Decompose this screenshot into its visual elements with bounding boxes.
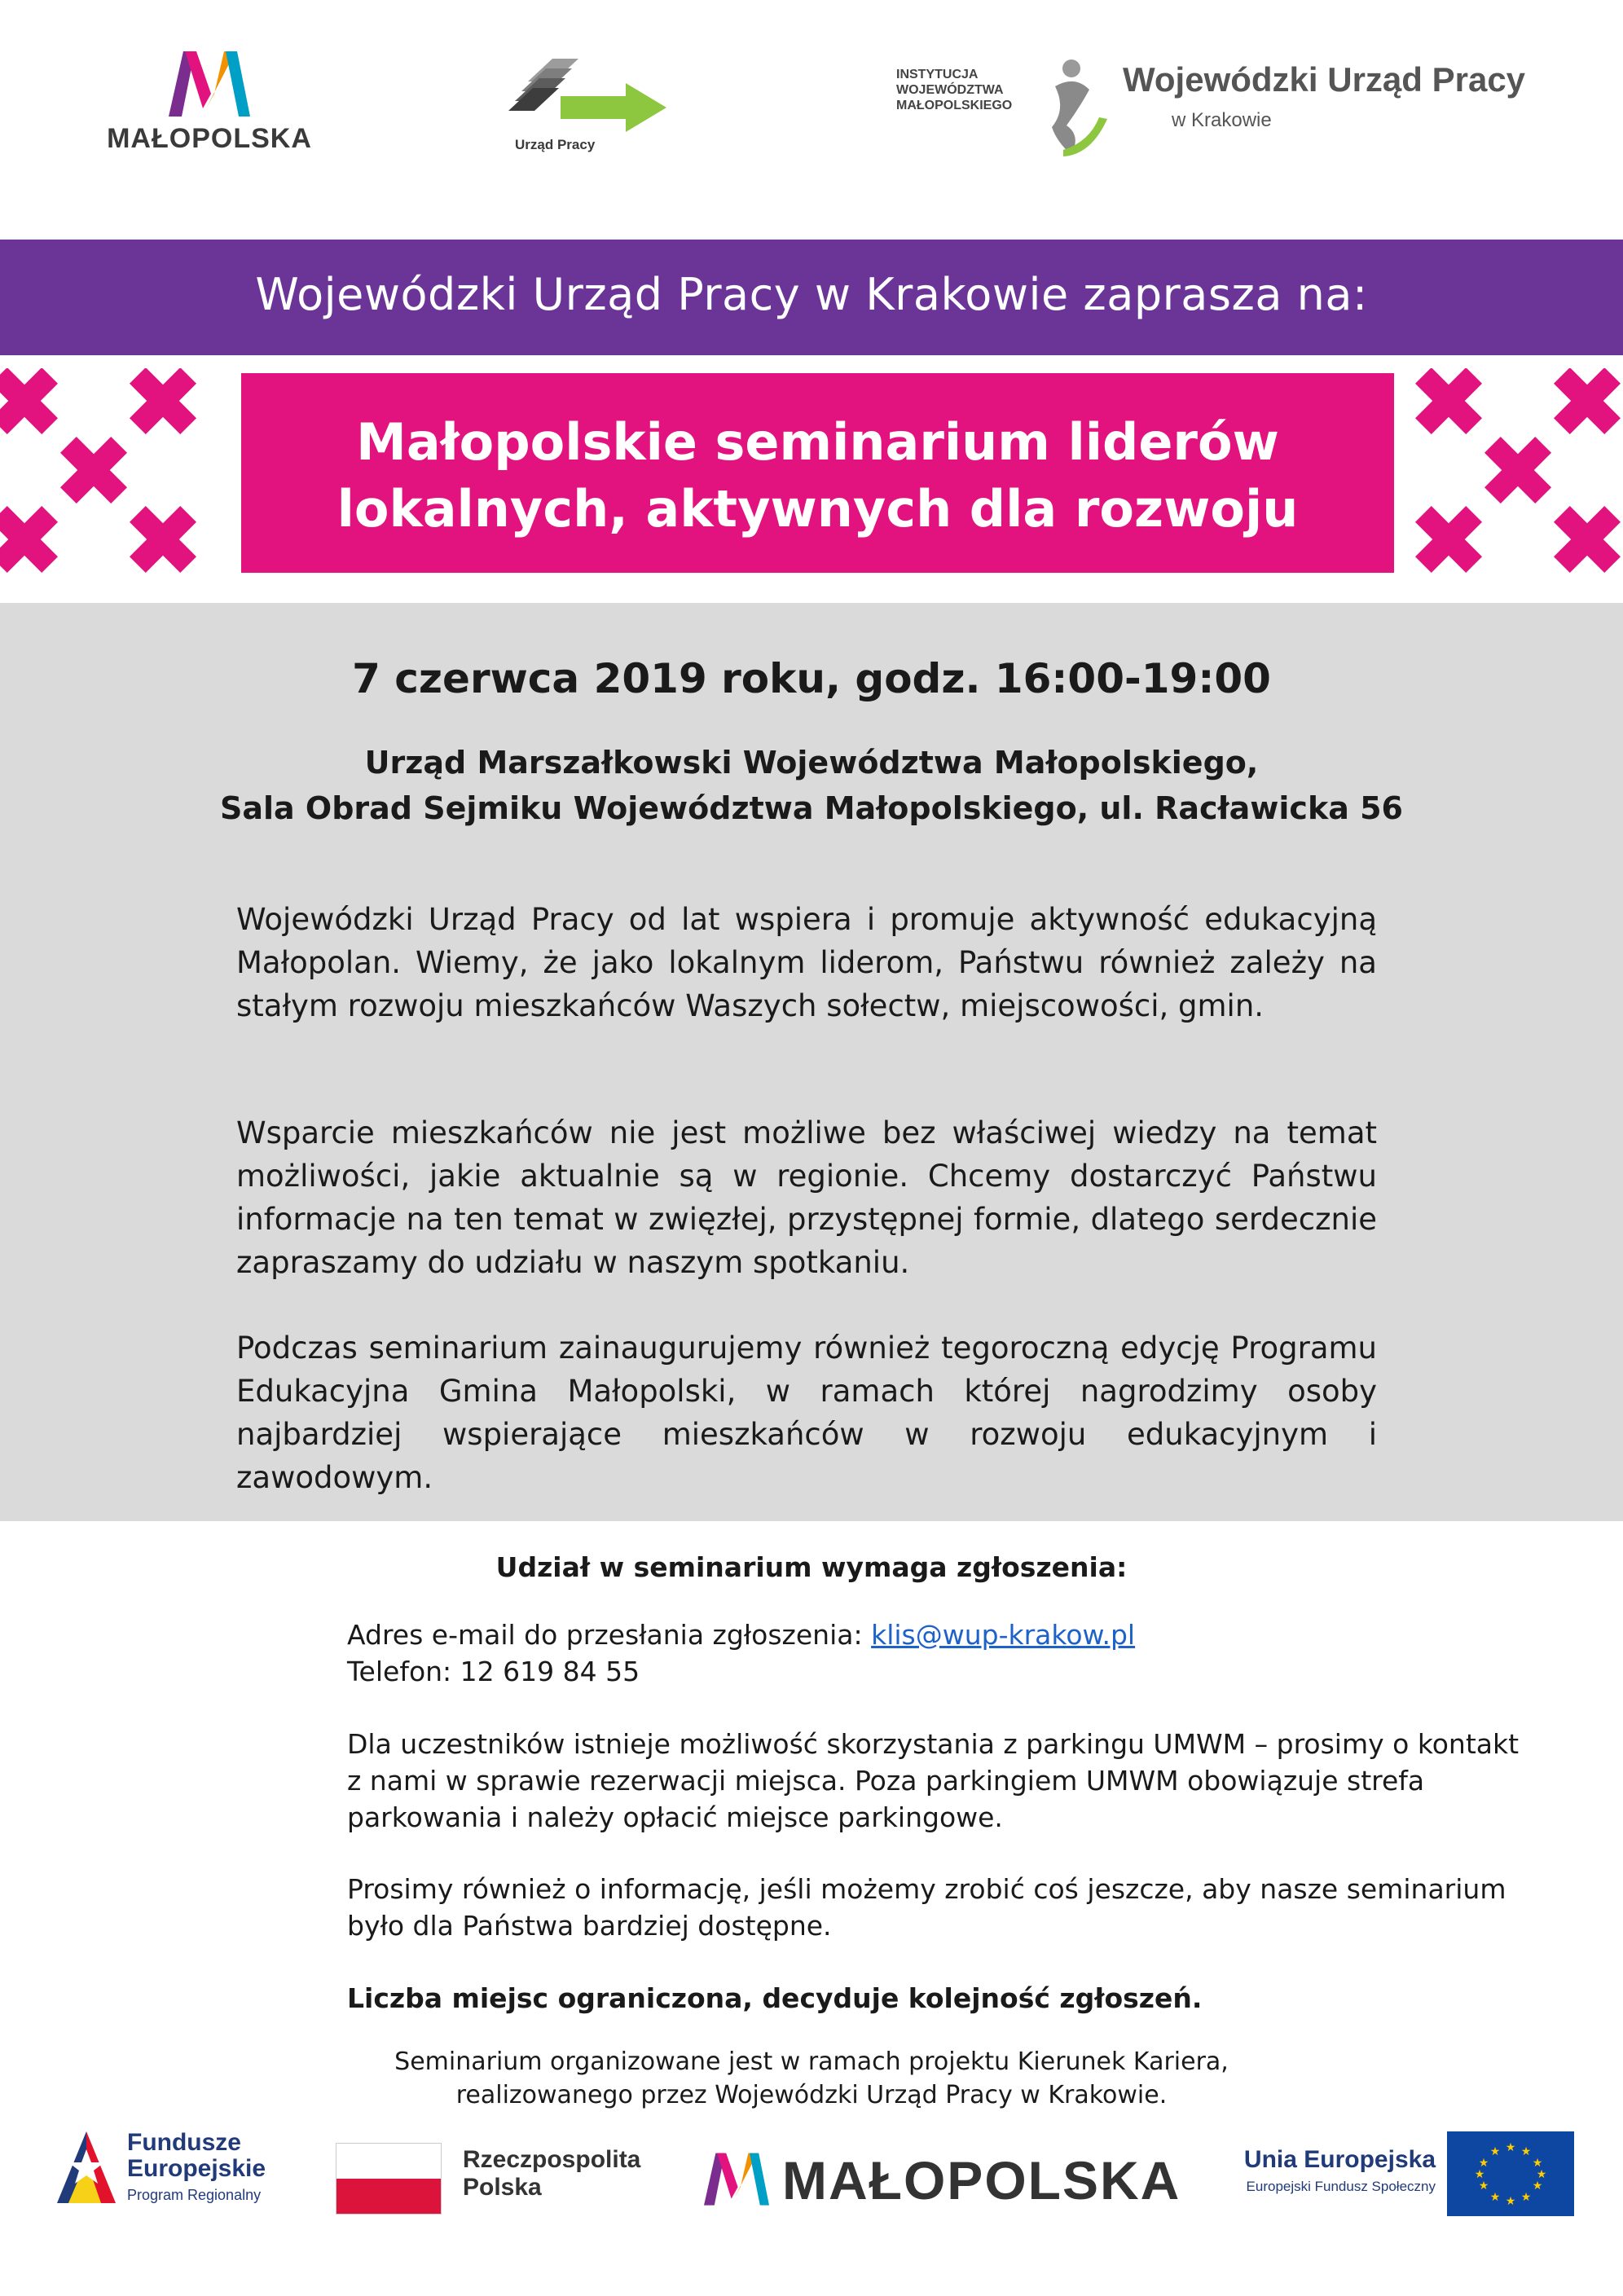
- cross-pattern-left: [0, 368, 213, 585]
- rzeczpospolita-label: Rzeczpospolita Polska: [463, 2146, 641, 2201]
- svg-text:★: ★: [1532, 2179, 1543, 2193]
- seminar-title: Małopolskie seminarium liderów lokalnych, aktywnych dla rozwoju: [336, 412, 1299, 539]
- svg-text:★: ★: [1520, 2145, 1532, 2158]
- invite-banner: [0, 240, 1623, 355]
- registration-heading: Udział w seminarium wymaga zgłoszenia:: [495, 1551, 1128, 1583]
- svg-text:★: ★: [1478, 2157, 1489, 2170]
- fundusze-europejskie-logo: [54, 2128, 298, 2218]
- paragraph-program: Podczas seminarium zainaugurujemy również tegoroczną edycję Programu Edukacyjna Gmina Małopolski, w ramach której nagrodzimy osoby najbardziej wspierające mieszkańców w rozwoju edukacyjnym i zawodowym.: [236, 1331, 1377, 1495]
- malopolska-wordmark: MAŁOPOLSKA: [107, 123, 312, 154]
- malopolska-m-icon: [161, 45, 258, 120]
- svg-text:★: ★: [1489, 2191, 1501, 2204]
- svg-text:★: ★: [1489, 2145, 1501, 2158]
- program-regionalny-label: Program Regionalny: [127, 2187, 262, 2203]
- wup-city: w Krakowie: [1172, 109, 1272, 131]
- polish-flag-icon: [336, 2143, 442, 2215]
- email-link[interactable]: klis@wup-krakow.pl: [871, 1619, 1136, 1651]
- svg-text:★: ★: [1536, 2168, 1547, 2181]
- unia-europejska-logo: [1243, 2128, 1590, 2226]
- malopolska-wordmark-bottom: MAŁOPOLSKA: [782, 2150, 1181, 2210]
- svg-text:★: ★: [1532, 2157, 1543, 2170]
- svg-text:★: ★: [1520, 2191, 1532, 2204]
- event-details: [0, 603, 1623, 1521]
- event-date: 7 czerwca 2019 roku, godz. 16:00-19:00: [352, 655, 1271, 702]
- svg-text:★: ★: [1474, 2168, 1485, 2181]
- unia-europejska-title: Unia Europejska: [1243, 2146, 1436, 2173]
- urzad-pracy-logo: [504, 49, 683, 163]
- paragraph-support: Wsparcie mieszkańców nie jest możliwe bez właściwej wiedzy na temat możliwości, jakie aktualnie są w regionie. Chcemy dostarczyć Państwu informacje na ten temat w zwięzłej, przystępnej formie, dlatego serdecznie zapraszamy do udziału w naszym spotkaniu.: [236, 1115, 1377, 1280]
- svg-text:★: ★: [1478, 2179, 1489, 2193]
- phone-number: Telefon: 12 619 84 55: [347, 1656, 640, 1687]
- registration-contact: Adres e-mail do przesłania zgłoszenia: klis@wup-krakow.pl Telefon: 12 619 84 55: [347, 1616, 1537, 1690]
- wup-name: Wojewódzki Urząd Pracy: [1123, 60, 1526, 99]
- accessibility-info: Prosimy również o informację, jeśli możemy zrobić coś jeszcze, aby nasze seminarium było dla Państwa bardziej dostępne.: [347, 1873, 1506, 1942]
- efs-label: Europejski Fundusz Społeczny: [1246, 2179, 1436, 2194]
- parking-info: Dla uczestników istnieje możliwość skorzystania z parkingu UMWM – prosimy o kontakt z nami w sprawie rezerwacji miejsca. Poza parkingiem UMWM obowiązuje strefa parkowania i należy opłacić miejsce parkingowe.: [347, 1728, 1520, 1833]
- fundusze-title: Fundusze Europejskie: [127, 2129, 266, 2182]
- wup-logo: [896, 49, 1548, 171]
- malopolska-logo-bottom: [697, 2135, 1203, 2224]
- svg-text:★: ★: [1505, 2195, 1516, 2208]
- urzad-pracy-arrow-icon: [504, 49, 683, 139]
- urzad-pracy-caption: Urząd Pracy: [515, 137, 596, 152]
- malopolska-logo: [91, 45, 328, 167]
- wup-figure-icon: [1039, 57, 1112, 163]
- malopolska-m-icon-bottom: [697, 2143, 776, 2213]
- limited-seats-note: Liczba miejsc ograniczona, decyduje kolejność zgłoszeń.: [347, 1982, 1203, 2014]
- rzeczpospolita-logo: [336, 2136, 645, 2218]
- eu-flag-icon: [1447, 2131, 1574, 2216]
- cross-pattern-right: [1406, 368, 1623, 585]
- instytucja-label: INSTYTUCJA WOJEWÓDZTWA MAŁOPOLSKIEGO: [896, 68, 1013, 112]
- invite-text: Wojewódzki Urząd Pracy w Krakowie zaprasza na:: [255, 269, 1368, 320]
- svg-text:★: ★: [1505, 2141, 1516, 2154]
- seminar-title-box: [241, 373, 1394, 573]
- paragraph-intro: Wojewódzki Urząd Pracy od lat wspiera i promuje aktywność edukacyjną Małopolan. Wiemy, że jako lokalnym liderom, Państwu również zależy na stałym rozwoju mieszkańców Waszych sołectw, miejscowości, gmin.: [236, 902, 1377, 1023]
- event-venue: Urząd Marszałkowski Województwa Małopolskiego, Sala Obrad Sejmiku Województwa Małopolskiego, ul. Racławicka 56: [220, 745, 1403, 826]
- project-note: Seminarium organizowane jest w ramach projektu Kierunek Kariera, realizowanego przez Wojewódzki Urząd Pracy w Krakowie.: [394, 2047, 1229, 2109]
- fundusze-star-icon: [54, 2128, 119, 2206]
